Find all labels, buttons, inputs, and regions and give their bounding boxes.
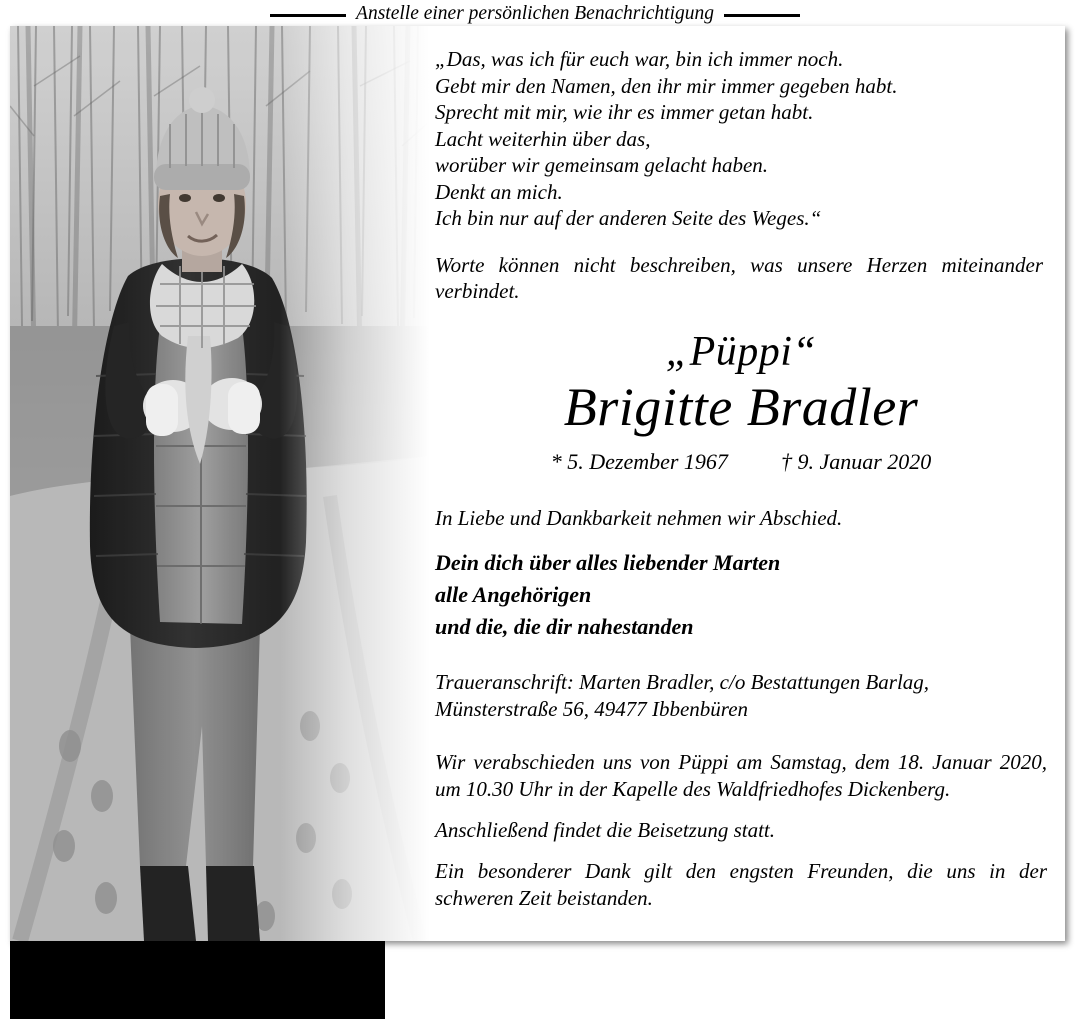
obituary-text — [430, 26, 1065, 941]
poem-line: Denkt an mich. — [435, 179, 563, 204]
birth-date: * 5. Dezember 1967 — [550, 448, 728, 474]
poem-line: „Das, was ich für euch war, bin ich immer noch. — [435, 47, 844, 71]
signer-line: und die, die dir nahestanden — [435, 614, 694, 639]
deceased-nickname: „Püppi“ — [665, 328, 817, 375]
portrait-illustration — [10, 26, 430, 941]
header-caption: Anstelle einer persönlichen Benachrichtigung — [356, 3, 714, 25]
header — [0, 0, 1075, 28]
signer-line: Dein dich über alles liebender Marten — [435, 550, 781, 575]
bottom-black-block — [10, 941, 385, 1019]
intro-text: Worte können nicht beschreiben, was unsere Herzen miteinander verbindet. — [435, 252, 1043, 303]
poem-line: Ich bin nur auf der anderen Seite des Weges.“ — [435, 206, 822, 230]
poem-line: Sprecht mit mir, wie ihr es immer getan habt. — [435, 100, 814, 124]
header-rule-left — [270, 14, 346, 17]
service-details: Wir verabschieden uns von Püppi am Samstag, dem 18. Januar 2020, um 10.30 Uhr in der Kapelle des Waldfriedhofes Dickenberg. — [435, 750, 1047, 801]
signers — [435, 547, 1047, 643]
header-rule-right — [724, 14, 800, 17]
poem-line: worüber wir gemeinsam gelacht haben. — [435, 153, 769, 177]
portrait-photo — [10, 26, 430, 941]
death-date: † 9. Januar 2020 — [780, 448, 932, 474]
signer-line: alle Angehörigen — [435, 582, 592, 607]
poem — [435, 46, 1047, 232]
poem-line: Lacht weiterhin über das, — [435, 126, 651, 151]
thanks-note: Ein besonderer Dank gilt den engsten Freunden, die uns in der schweren Zeit beistanden. — [435, 859, 1047, 910]
farewell-text: In Liebe und Dankbarkeit nehmen wir Abschied. — [435, 505, 843, 530]
deceased-dates — [435, 449, 1047, 475]
burial-note: Anschließend findet die Beisetzung statt. — [435, 818, 776, 842]
mourning-address: Traueranschrift: Marten Bradler, c/o Bestattungen Barlag, Münsterstraße 56, 49477 Ibbenbüren — [435, 670, 930, 721]
poem-line: Gebt mir den Namen, den ihr mir immer gegeben habt. — [435, 73, 898, 98]
deceased-name: Brigitte Bradler — [563, 376, 919, 437]
obituary-card — [10, 26, 1065, 941]
